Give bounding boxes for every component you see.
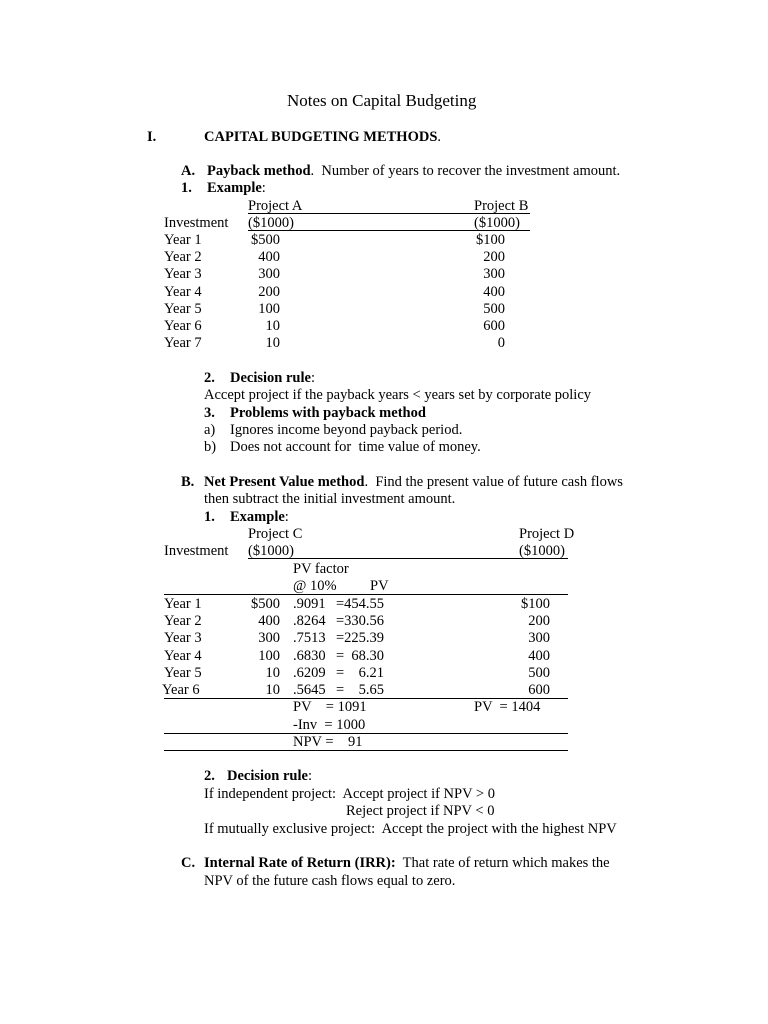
decision-rule-colon: : <box>310 370 315 386</box>
year-label: Year 5 <box>164 665 202 681</box>
pv-factor-value: .8264 <box>293 613 326 629</box>
project-c-value: 10 <box>265 682 280 698</box>
section-heading <box>204 129 441 146</box>
project-b-value: 600 <box>483 318 505 334</box>
npv-method-name: Net Present Value method <box>204 474 365 490</box>
unit-label-d: ($1000) <box>519 543 565 559</box>
payback-example-colon: : <box>261 180 266 196</box>
unit-label-b: ($1000) <box>474 215 520 231</box>
year-label: Year 7 <box>164 335 202 351</box>
table-rule <box>164 750 568 751</box>
investment-label: Investment <box>164 543 229 559</box>
header-rule <box>248 213 530 214</box>
pv-factor-value: .5645 <box>293 682 326 698</box>
project-a-value: 10 <box>265 335 280 351</box>
project-d-value: 400 <box>528 648 550 664</box>
project-c-value: 10 <box>265 665 280 681</box>
payback-method-name: Payback method <box>207 163 311 179</box>
problem-marker: a) <box>204 422 216 438</box>
decision-rule-number: 2. <box>204 370 215 386</box>
year-label: Year 6 <box>162 682 200 698</box>
npv-result: NPV = 91 <box>293 734 363 750</box>
problem-text: Ignores income beyond payback period. <box>230 422 463 438</box>
problem-text: Does not account for time value of money. <box>230 439 481 455</box>
project-a-value: 100 <box>258 301 280 317</box>
problems-heading: Problems with payback method <box>230 405 426 421</box>
unit-label-c: ($1000) <box>248 543 294 559</box>
pv-value: = 6.21 <box>336 665 385 681</box>
npv-intro <box>204 474 623 491</box>
payback-intro <box>207 163 620 180</box>
year-label: Year 1 <box>164 232 202 248</box>
project-c-header: Project C <box>248 526 303 542</box>
pv-value: = 5.65 <box>336 682 385 698</box>
year-label: Year 1 <box>164 596 202 612</box>
project-a-value: $500 <box>251 232 280 248</box>
project-b-value: 500 <box>483 301 505 317</box>
project-c-value: 100 <box>258 648 280 664</box>
npv-decision-label: Decision rule <box>227 768 308 784</box>
irr-letter: C. <box>181 855 196 871</box>
project-d-value: 500 <box>528 665 550 681</box>
pv-value: =225.39 <box>336 630 385 646</box>
npv-desc-continued: then subtract the initial investment amount. <box>204 491 456 507</box>
project-d-pv-total: PV = 1404 <box>474 699 541 715</box>
payback-letter: A. <box>181 163 196 179</box>
project-a-value: 400 <box>258 249 280 265</box>
unit-label-a: ($1000) <box>248 215 294 231</box>
project-c-value: $500 <box>251 596 280 612</box>
irr-intro <box>204 855 610 872</box>
npv-example-number: 1. <box>204 509 215 525</box>
payback-example <box>207 180 266 197</box>
decision-rule-text: Accept project if the payback years < years set by corporate policy <box>204 387 592 403</box>
table-rule <box>164 733 568 734</box>
year-label: Year 5 <box>164 301 202 317</box>
project-a-value: 10 <box>265 318 280 334</box>
problem-marker: b) <box>204 439 217 455</box>
header-rule <box>248 558 568 559</box>
project-b-value: 0 <box>497 335 505 351</box>
npv-decision-heading <box>227 768 312 785</box>
pv-factor-value: .6830 <box>293 648 326 664</box>
year-label: Year 4 <box>164 284 202 300</box>
project-a-header: Project A <box>248 198 303 214</box>
section-heading-text: CAPITAL BUDGETING METHODS <box>204 129 438 145</box>
pv-total: PV = 1091 <box>293 699 367 715</box>
project-b-header: Project B <box>474 198 529 214</box>
npv-decision-colon: : <box>307 768 312 784</box>
npv-rule-exclusive: If mutually exclusive project: Accept the project with the highest NPV <box>204 821 617 837</box>
header-rule <box>164 594 568 595</box>
year-label: Year 6 <box>164 318 202 334</box>
project-c-value: 300 <box>258 630 280 646</box>
irr-desc: That rate of return which makes the <box>395 855 610 871</box>
header-rule <box>248 230 530 231</box>
npv-desc: . Find the present value of future cash flows <box>364 474 623 490</box>
rate-header: @ 10% <box>293 578 337 594</box>
project-a-value: 300 <box>258 266 280 282</box>
project-d-header: Project D <box>519 526 575 542</box>
year-label: Year 4 <box>164 648 202 664</box>
year-label: Year 3 <box>164 630 202 646</box>
project-b-value: 400 <box>483 284 505 300</box>
project-b-value: $100 <box>476 232 505 248</box>
irr-desc-continued: NPV of the future cash flows equal to zero. <box>204 873 456 889</box>
npv-example <box>230 509 289 526</box>
project-d-value: 300 <box>528 630 550 646</box>
pv-value: =330.56 <box>336 613 385 629</box>
npv-rule-independent: If independent project: Accept project if NPV > 0 <box>204 786 495 802</box>
decision-rule-label: Decision rule <box>230 370 311 386</box>
irr-method-name: Internal Rate of Return (IRR): <box>204 855 396 871</box>
problems-number: 3. <box>204 405 215 421</box>
pv-factor-value: .9091 <box>293 596 326 612</box>
payback-desc: . Number of years to recover the investment amount. <box>310 163 621 179</box>
year-label: Year 3 <box>164 266 202 282</box>
pv-header: PV <box>370 578 389 594</box>
pv-value: = 68.30 <box>336 648 385 664</box>
year-label: Year 2 <box>164 249 202 265</box>
project-b-value: 300 <box>483 266 505 282</box>
decision-rule-heading <box>230 370 315 387</box>
year-label: Year 2 <box>164 613 202 629</box>
investment-label: Investment <box>164 215 229 231</box>
section-number: I. <box>147 129 157 145</box>
pv-factor-value: .6209 <box>293 665 326 681</box>
project-c-value: 400 <box>258 613 280 629</box>
payback-example-number: 1. <box>181 180 192 196</box>
npv-example-colon: : <box>284 509 289 525</box>
pv-factor-header: PV factor <box>293 561 349 577</box>
payback-example-label: Example <box>207 180 262 196</box>
npv-example-label: Example <box>230 509 285 525</box>
project-d-value: $100 <box>521 596 550 612</box>
investment-subtraction: -Inv = 1000 <box>293 717 366 733</box>
project-b-value: 200 <box>483 249 505 265</box>
project-d-value: 600 <box>528 682 550 698</box>
project-d-value: 200 <box>528 613 550 629</box>
project-a-value: 200 <box>258 284 280 300</box>
pv-value: =454.55 <box>336 596 385 612</box>
section-heading-period: . <box>437 129 442 145</box>
npv-decision-number: 2. <box>204 768 215 784</box>
pv-factor-value: .7513 <box>293 630 326 646</box>
npv-letter: B. <box>181 474 195 490</box>
page-title: Notes on Capital Budgeting <box>287 91 477 110</box>
npv-rule-reject: Reject project if NPV < 0 <box>346 803 495 819</box>
